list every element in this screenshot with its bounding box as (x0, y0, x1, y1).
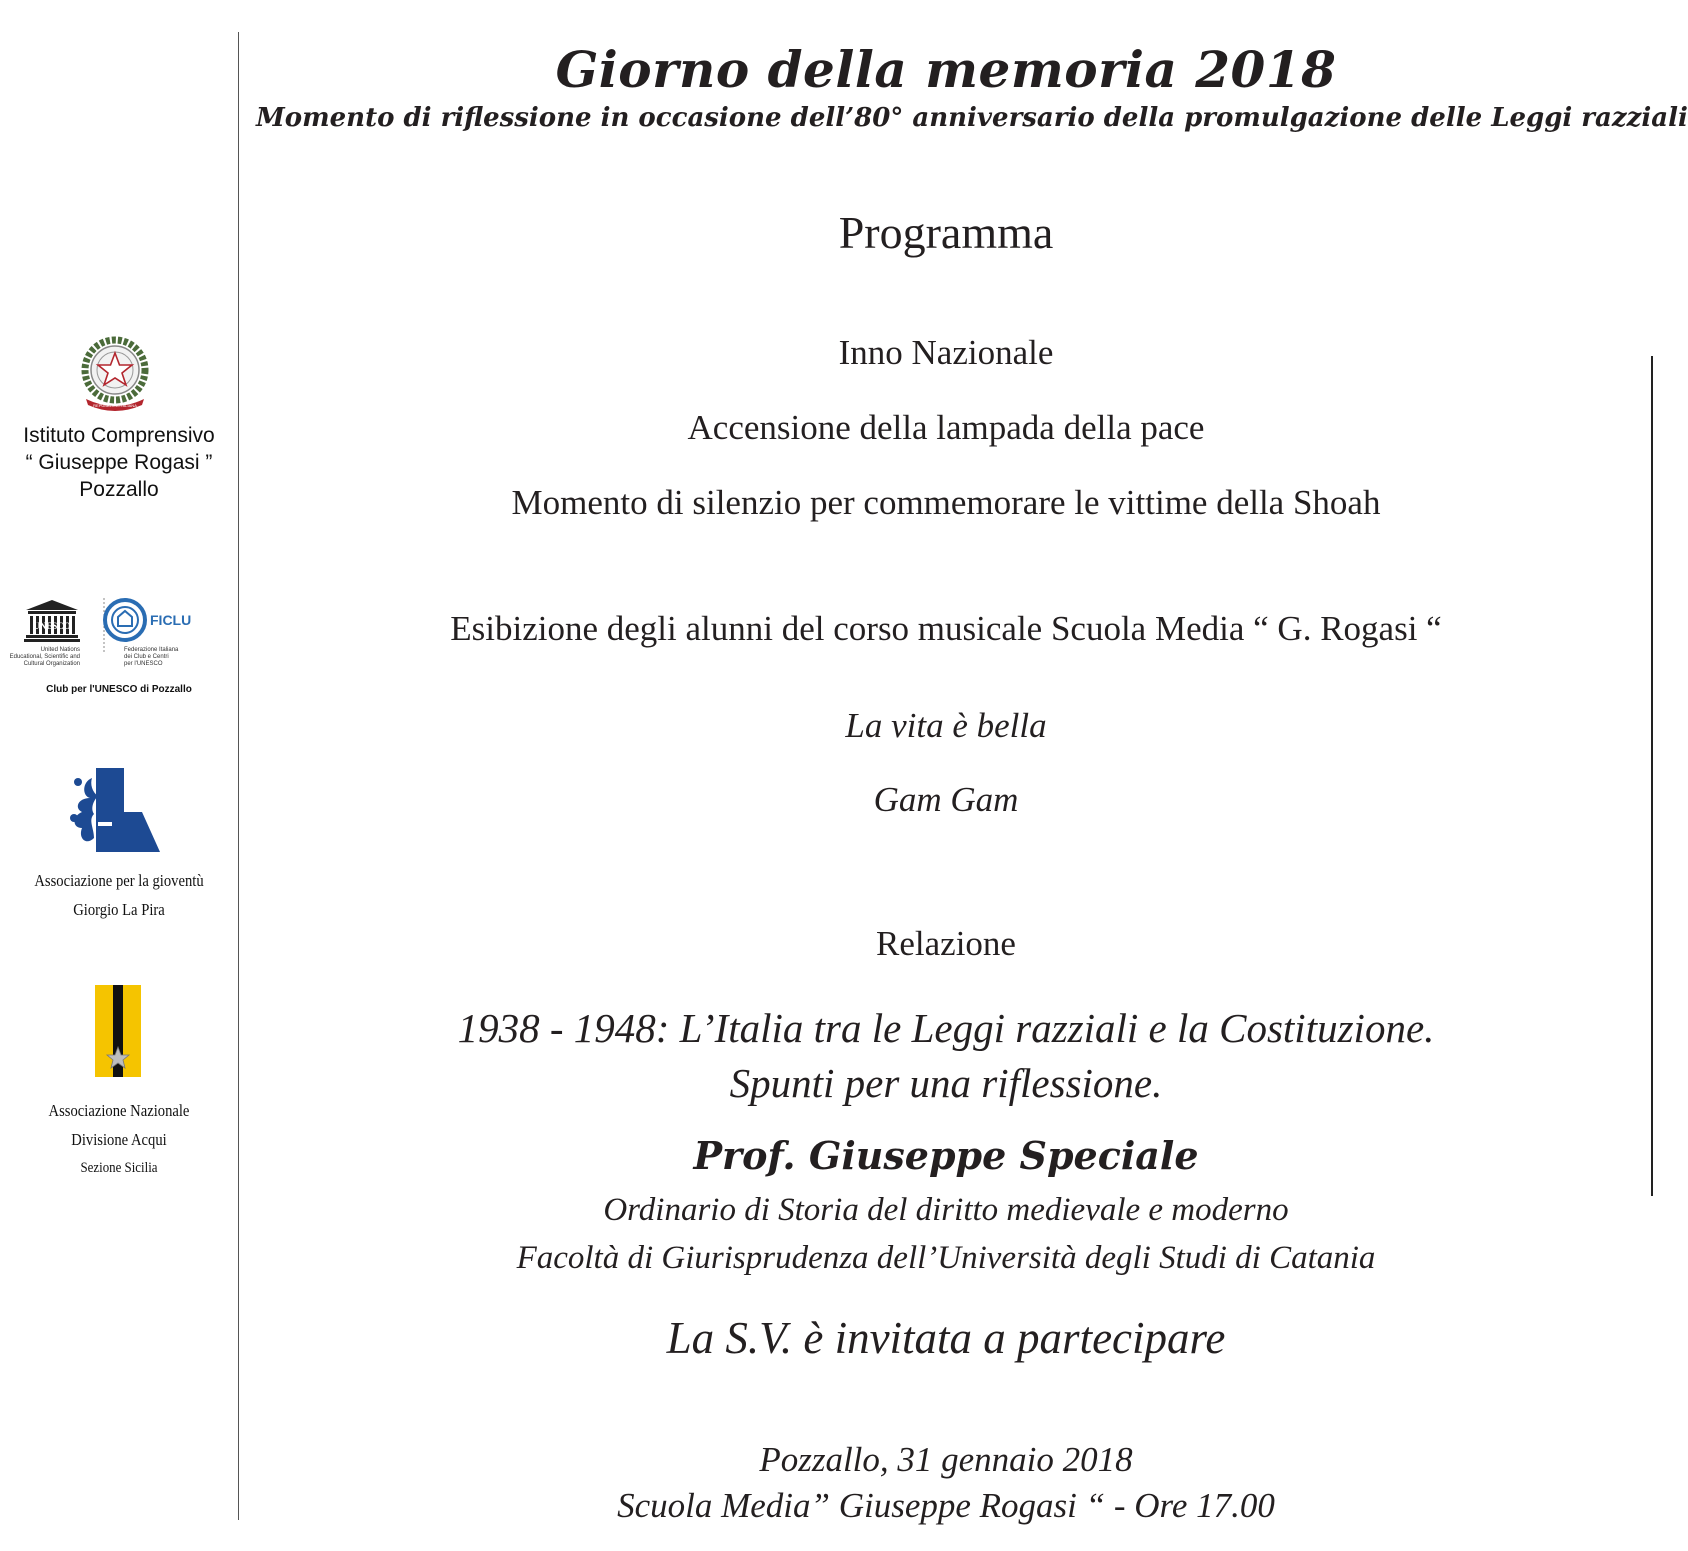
speaker-role-line1: Ordinario di Storia del diritto medievale e moderno (603, 1192, 1289, 1228)
ficlu-fed-line2: dei Club e Centri (124, 654, 169, 660)
acqui-line1: Associazione Nazionale (48, 1101, 190, 1120)
acqui-caption (17, 1096, 222, 1183)
emblem-repubblica-icon (76, 333, 154, 415)
sidebar-logos (0, 0, 238, 1551)
right-edge-rule (1651, 356, 1653, 1196)
talk-title-line2: Spunti per una riflessione. (729, 1060, 1163, 1106)
acqui-line3: Sezione Sicilia (80, 1160, 158, 1176)
program-item-inno: Inno Nazionale (838, 333, 1054, 372)
song-la-vita-e-bella: La vita è bella (845, 706, 1047, 745)
ficlu-fed-line1: Federazione Italiana (124, 647, 179, 653)
istituto-caption (0, 422, 238, 503)
lapira-caption (17, 866, 222, 924)
ficlu-circle-icon (105, 600, 145, 640)
ficlu-word: FICLU (150, 612, 192, 628)
song-gam-gam: Gam Gam (873, 780, 1019, 819)
unesco-un-line2: Educational, Scientific and (9, 654, 80, 660)
sidebar-divider (238, 32, 239, 1520)
istituto-line3: Pozzallo (79, 478, 159, 501)
program-item-lampada: Accensione della lampada della pace (687, 408, 1205, 447)
invitation-line: La S.V. è invitata a partecipare (666, 1313, 1226, 1363)
program-item-esibizione: Esibizione degli alunni del corso musicale Scuola Media “ G. Rogasi “ (450, 609, 1442, 648)
acqui-line2: Divisione Acqui (71, 1130, 167, 1149)
unesco-club-caption: Club per l'UNESCO di Pozzallo (46, 684, 192, 695)
unesco-ficlu-logo (9, 596, 220, 676)
istituto-line2: “ Giuseppe Rogasi ” (25, 451, 213, 474)
lapira-lily-logo-icon (68, 768, 164, 854)
unesco-word: UNESCO (33, 621, 71, 631)
event-venue-time: Scuola Media” Giuseppe Rogasi “ - Ore 17.00 (617, 1486, 1275, 1525)
relazione-heading: Relazione (876, 924, 1016, 963)
acqui-flag-logo-icon (95, 985, 141, 1077)
page-title: Giorno della memoria 2018 (555, 40, 1337, 99)
unesco-un-line1: United Nations (40, 647, 80, 653)
event-place-date: Pozzallo, 31 gennaio 2018 (759, 1440, 1133, 1479)
talk-title-line1: 1938 - 1948: L’Italia tra le Leggi razziali e la Costituzione. (457, 1005, 1435, 1051)
program-item-silenzio: Momento di silenzio per commemorare le vittime della Shoah (511, 483, 1381, 522)
ficlu-fed-line3: per l'UNESCO (124, 661, 163, 667)
programma-heading: Programma (838, 207, 1054, 258)
page-subtitle: Momento di riflessione in occasione dell’80° anniversario della promulgazione delle Leggi razziali (256, 103, 1688, 133)
emblem-ribbon-text: REPUBBLICA ITALIANA (93, 403, 137, 408)
speaker-role-line2: Facoltà di Giurisprudenza dell’Università degli Studi di Catania (516, 1240, 1376, 1276)
lapira-line1: Associazione per la gioventù (34, 871, 204, 890)
istituto-line1: Istituto Comprensivo (23, 424, 215, 447)
lapira-line2: Giorgio La Pira (73, 900, 165, 919)
speaker-name: Prof. Giuseppe Speciale (693, 1133, 1199, 1178)
unesco-un-line3: Cultural Organization (23, 661, 80, 667)
